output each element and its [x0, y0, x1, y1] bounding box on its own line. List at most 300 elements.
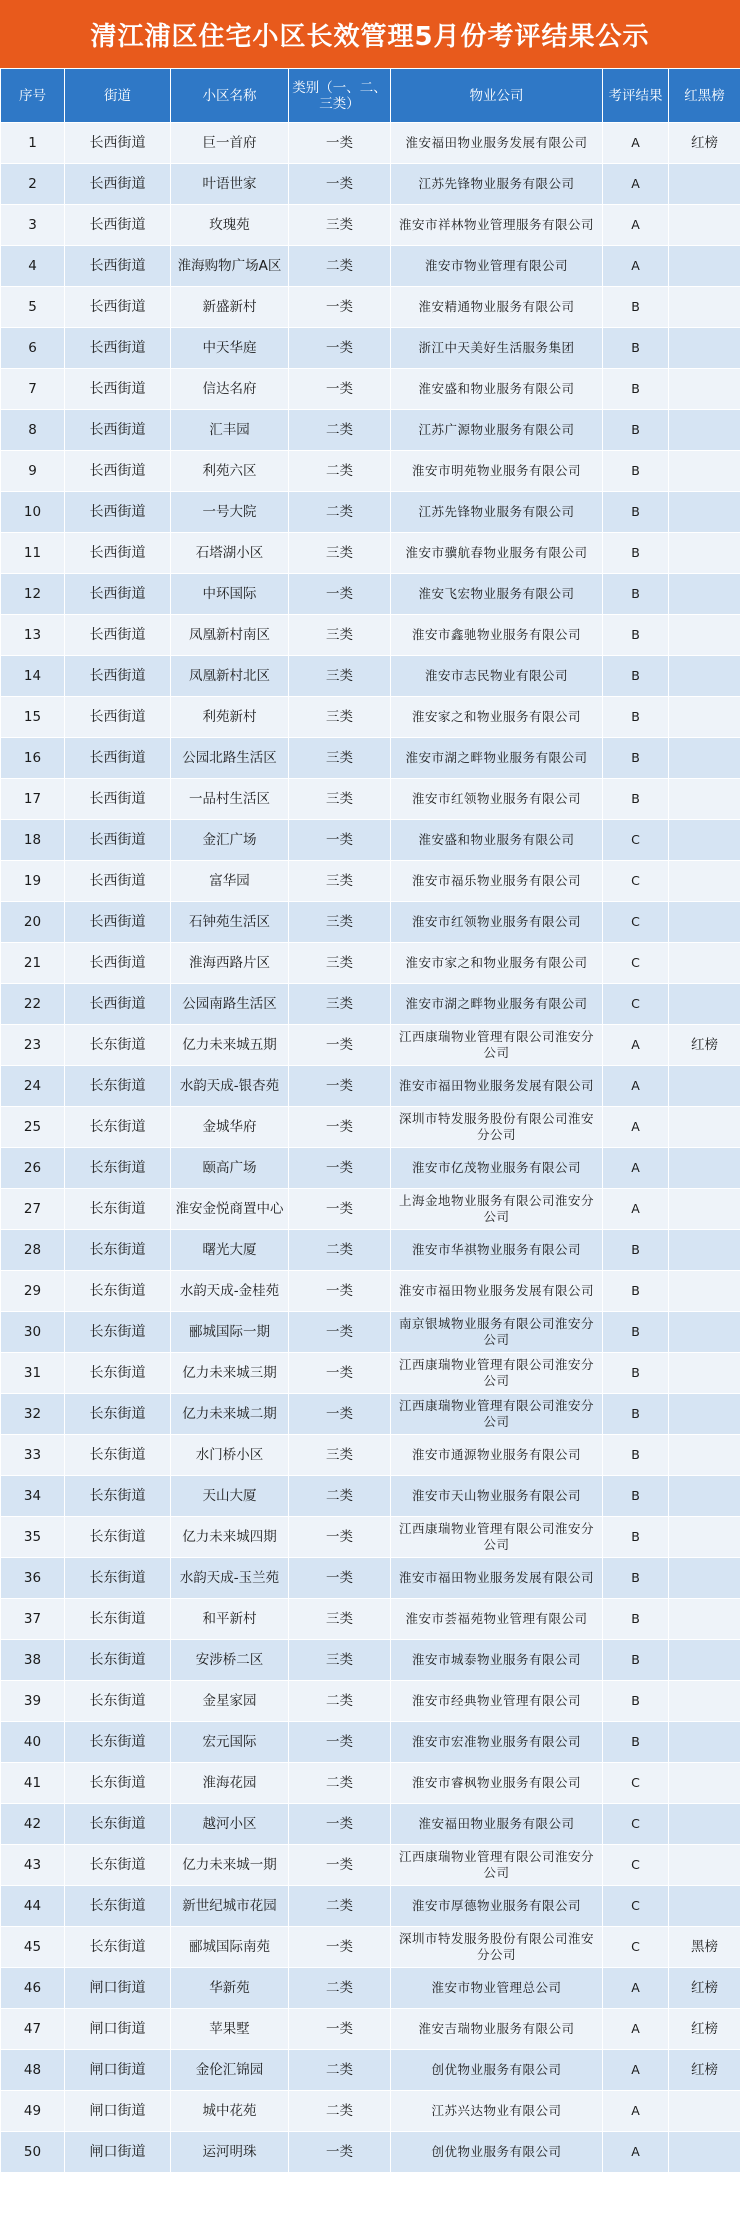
table-row: [1, 1230, 740, 1271]
table-row: [1, 1476, 740, 1517]
cell-grade: B: [603, 1353, 669, 1394]
header-index: 序号: [1, 69, 65, 123]
cell-list: [669, 1148, 740, 1189]
cell-category: 三类: [289, 984, 391, 1025]
cell-list: [669, 738, 740, 779]
cell-list: [669, 369, 740, 410]
cell-list: [669, 1189, 740, 1230]
cell-district: 长西街道: [65, 492, 171, 533]
cell-district: 长西街道: [65, 369, 171, 410]
table-row: [1, 738, 740, 779]
table-row: [1, 246, 740, 287]
cell-company: 淮安吉瑞物业服务有限公司: [391, 2009, 603, 2050]
cell-grade: A: [603, 1968, 669, 2009]
cell-district: 长西街道: [65, 615, 171, 656]
cell-list: [669, 1476, 740, 1517]
cell-grade: A: [603, 2050, 669, 2091]
cell-district: 长东街道: [65, 1804, 171, 1845]
cell-index: 37: [1, 1599, 65, 1640]
cell-community: 亿力未来城二期: [171, 1394, 289, 1435]
cell-community: 和平新村: [171, 1599, 289, 1640]
cell-list: [669, 656, 740, 697]
cell-district: 长东街道: [65, 1271, 171, 1312]
cell-community: 石钟苑生活区: [171, 902, 289, 943]
cell-grade: A: [603, 205, 669, 246]
cell-district: 长西街道: [65, 123, 171, 164]
cell-index: 11: [1, 533, 65, 574]
cell-district: 长东街道: [65, 1148, 171, 1189]
cell-grade: C: [603, 943, 669, 984]
cell-index: 44: [1, 1886, 65, 1927]
cell-grade: B: [603, 738, 669, 779]
table-row: [1, 1845, 740, 1886]
cell-grade: A: [603, 2132, 669, 2173]
cell-category: 一类: [289, 123, 391, 164]
cell-index: 10: [1, 492, 65, 533]
header-row: [1, 69, 740, 123]
cell-company: 江西康瑞物业管理有限公司淮安分公司: [391, 1845, 603, 1886]
table-row: [1, 984, 740, 1025]
cell-list: [669, 1353, 740, 1394]
cell-index: 18: [1, 820, 65, 861]
cell-grade: B: [603, 492, 669, 533]
cell-index: 22: [1, 984, 65, 1025]
cell-grade: B: [603, 369, 669, 410]
cell-category: 三类: [289, 1435, 391, 1476]
cell-index: 23: [1, 1025, 65, 1066]
cell-category: 三类: [289, 205, 391, 246]
cell-list: [669, 1394, 740, 1435]
cell-district: 长西街道: [65, 984, 171, 1025]
cell-list: [669, 1435, 740, 1476]
cell-index: 32: [1, 1394, 65, 1435]
cell-district: 长东街道: [65, 1312, 171, 1353]
cell-community: 叶语世家: [171, 164, 289, 205]
cell-category: 二类: [289, 492, 391, 533]
cell-grade: A: [603, 1025, 669, 1066]
cell-company: 淮安市城泰物业服务有限公司: [391, 1640, 603, 1681]
cell-category: 一类: [289, 2009, 391, 2050]
cell-index: 15: [1, 697, 65, 738]
table-row: [1, 1558, 740, 1599]
cell-grade: A: [603, 2009, 669, 2050]
cell-grade: A: [603, 123, 669, 164]
cell-index: 13: [1, 615, 65, 656]
cell-company: 深圳市特发服务股份有限公司淮安分公司: [391, 1107, 603, 1148]
cell-community: 金汇广场: [171, 820, 289, 861]
table-row: [1, 1640, 740, 1681]
cell-index: 30: [1, 1312, 65, 1353]
cell-list: [669, 1517, 740, 1558]
table-row: [1, 369, 740, 410]
header-district: 街道: [65, 69, 171, 123]
cell-district: 长西街道: [65, 533, 171, 574]
cell-company: 淮安市经典物业管理有限公司: [391, 1681, 603, 1722]
cell-community: 淮安金悦商置中心: [171, 1189, 289, 1230]
cell-list: 红榜: [669, 123, 740, 164]
cell-company: 淮安市福田物业服务发展有限公司: [391, 1558, 603, 1599]
table-row: [1, 1722, 740, 1763]
cell-community: 公园北路生活区: [171, 738, 289, 779]
table-row: [1, 1148, 740, 1189]
cell-list: [669, 1886, 740, 1927]
cell-community: 汇丰园: [171, 410, 289, 451]
cell-community: 凤凰新村北区: [171, 656, 289, 697]
table-row: [1, 1271, 740, 1312]
cell-company: 浙江中天美好生活服务集团: [391, 328, 603, 369]
cell-list: [669, 328, 740, 369]
cell-community: 曙光大厦: [171, 1230, 289, 1271]
cell-grade: B: [603, 287, 669, 328]
cell-list: [669, 1312, 740, 1353]
cell-grade: B: [603, 1517, 669, 1558]
cell-community: 信达名府: [171, 369, 289, 410]
cell-list: [669, 1107, 740, 1148]
cell-district: 闸口街道: [65, 2009, 171, 2050]
cell-company: 淮安盛和物业服务有限公司: [391, 820, 603, 861]
cell-company: 淮安市天山物业服务有限公司: [391, 1476, 603, 1517]
cell-company: 淮安市宏准物业服务有限公司: [391, 1722, 603, 1763]
cell-index: 47: [1, 2009, 65, 2050]
cell-grade: C: [603, 902, 669, 943]
cell-grade: C: [603, 820, 669, 861]
cell-category: 二类: [289, 410, 391, 451]
cell-district: 闸口街道: [65, 2091, 171, 2132]
cell-list: [669, 820, 740, 861]
header-grade: 考评结果: [603, 69, 669, 123]
cell-index: 7: [1, 369, 65, 410]
cell-list: [669, 984, 740, 1025]
cell-community: 新盛新村: [171, 287, 289, 328]
cell-district: 长西街道: [65, 451, 171, 492]
cell-index: 33: [1, 1435, 65, 1476]
cell-district: 长东街道: [65, 1476, 171, 1517]
cell-district: 长西街道: [65, 861, 171, 902]
cell-district: 长东街道: [65, 1025, 171, 1066]
cell-district: 长西街道: [65, 697, 171, 738]
cell-grade: B: [603, 779, 669, 820]
cell-company: 淮安市物业管理总公司: [391, 1968, 603, 2009]
cell-community: 水韵天成-银杏苑: [171, 1066, 289, 1107]
cell-index: 6: [1, 328, 65, 369]
table-row: [1, 1394, 740, 1435]
cell-company: 淮安市志民物业有限公司: [391, 656, 603, 697]
cell-company: 淮安市福田物业服务发展有限公司: [391, 1271, 603, 1312]
cell-company: 南京银城物业服务有限公司淮安分公司: [391, 1312, 603, 1353]
cell-list: [669, 1640, 740, 1681]
cell-category: 一类: [289, 369, 391, 410]
cell-index: 42: [1, 1804, 65, 1845]
table-row: [1, 943, 740, 984]
cell-category: 一类: [289, 1271, 391, 1312]
cell-community: 亿力未来城四期: [171, 1517, 289, 1558]
cell-category: 三类: [289, 656, 391, 697]
cell-category: 一类: [289, 1558, 391, 1599]
table-row: [1, 533, 740, 574]
table-row: [1, 1435, 740, 1476]
cell-community: 石塔湖小区: [171, 533, 289, 574]
cell-community: 一号大院: [171, 492, 289, 533]
cell-index: 24: [1, 1066, 65, 1107]
table-row: [1, 1189, 740, 1230]
cell-community: 巨一首府: [171, 123, 289, 164]
cell-category: 三类: [289, 902, 391, 943]
cell-category: 二类: [289, 1968, 391, 2009]
cell-community: 宏元国际: [171, 1722, 289, 1763]
header-red-black-list: 红黑榜: [669, 69, 740, 123]
cell-company: 淮安市福田物业服务发展有限公司: [391, 1066, 603, 1107]
cell-company: 淮安市明苑物业服务有限公司: [391, 451, 603, 492]
cell-community: 凤凰新村南区: [171, 615, 289, 656]
cell-company: 淮安市通源物业服务有限公司: [391, 1435, 603, 1476]
cell-community: 亿力未来城三期: [171, 1353, 289, 1394]
cell-community: 中环国际: [171, 574, 289, 615]
cell-category: 一类: [289, 1066, 391, 1107]
cell-community: 利苑新村: [171, 697, 289, 738]
cell-company: 江西康瑞物业管理有限公司淮安分公司: [391, 1353, 603, 1394]
header-community: 小区名称: [171, 69, 289, 123]
cell-grade: B: [603, 656, 669, 697]
cell-district: 长东街道: [65, 1189, 171, 1230]
cell-district: 长东街道: [65, 1435, 171, 1476]
cell-category: 一类: [289, 1722, 391, 1763]
cell-district: 长东街道: [65, 1927, 171, 1968]
cell-index: 8: [1, 410, 65, 451]
cell-index: 45: [1, 1927, 65, 1968]
cell-index: 3: [1, 205, 65, 246]
cell-district: 闸口街道: [65, 2050, 171, 2091]
cell-district: 长东街道: [65, 1107, 171, 1148]
table-row: [1, 1804, 740, 1845]
cell-grade: B: [603, 1558, 669, 1599]
cell-community: 淮海购物广场A区: [171, 246, 289, 287]
table-row: [1, 2050, 740, 2091]
cell-category: 三类: [289, 1640, 391, 1681]
cell-index: 25: [1, 1107, 65, 1148]
table-row: [1, 123, 740, 164]
cell-list: 红榜: [669, 2009, 740, 2050]
cell-grade: B: [603, 451, 669, 492]
cell-district: 长东街道: [65, 1517, 171, 1558]
cell-company: 淮安盛和物业服务有限公司: [391, 369, 603, 410]
cell-community: 中天华庭: [171, 328, 289, 369]
page-title: 清江浦区住宅小区长效管理5月份考评结果公示: [0, 0, 740, 68]
cell-company: 江西康瑞物业管理有限公司淮安分公司: [391, 1394, 603, 1435]
cell-index: 9: [1, 451, 65, 492]
cell-district: 长西街道: [65, 410, 171, 451]
table-row: [1, 164, 740, 205]
cell-company: 淮安福田物业服务有限公司: [391, 1804, 603, 1845]
cell-community: 颐高广场: [171, 1148, 289, 1189]
cell-company: 淮安市荟福苑物业管理有限公司: [391, 1599, 603, 1640]
cell-company: 淮安市湖之畔物业服务有限公司: [391, 984, 603, 1025]
cell-grade: A: [603, 1189, 669, 1230]
cell-list: [669, 615, 740, 656]
cell-company: 淮安福田物业服务发展有限公司: [391, 123, 603, 164]
cell-index: 48: [1, 2050, 65, 2091]
cell-category: 三类: [289, 533, 391, 574]
table-row: [1, 1968, 740, 2009]
cell-community: 城中花苑: [171, 2091, 289, 2132]
cell-list: [669, 902, 740, 943]
cell-grade: B: [603, 1271, 669, 1312]
cell-index: 40: [1, 1722, 65, 1763]
cell-community: 金伦汇锦园: [171, 2050, 289, 2091]
cell-grade: B: [603, 1681, 669, 1722]
table-row: [1, 1025, 740, 1066]
cell-grade: B: [603, 615, 669, 656]
cell-index: 4: [1, 246, 65, 287]
cell-community: 利苑六区: [171, 451, 289, 492]
cell-grade: A: [603, 164, 669, 205]
cell-grade: B: [603, 1312, 669, 1353]
cell-grade: B: [603, 1599, 669, 1640]
cell-category: 三类: [289, 697, 391, 738]
cell-district: 长东街道: [65, 1640, 171, 1681]
cell-category: 一类: [289, 574, 391, 615]
cell-category: 一类: [289, 328, 391, 369]
cell-index: 36: [1, 1558, 65, 1599]
cell-list: [669, 451, 740, 492]
table-row: [1, 2009, 740, 2050]
cell-community: 亿力未来城五期: [171, 1025, 289, 1066]
cell-category: 二类: [289, 246, 391, 287]
cell-district: 长东街道: [65, 1722, 171, 1763]
cell-list: [669, 410, 740, 451]
cell-index: 2: [1, 164, 65, 205]
cell-company: 淮安精通物业服务有限公司: [391, 287, 603, 328]
header-category: 类别（一、二、三类）: [289, 69, 391, 123]
cell-company: 淮安市家之和物业服务有限公司: [391, 943, 603, 984]
cell-index: 35: [1, 1517, 65, 1558]
cell-community: 富华园: [171, 861, 289, 902]
cell-index: 29: [1, 1271, 65, 1312]
cell-category: 一类: [289, 164, 391, 205]
table-row: [1, 2091, 740, 2132]
cell-district: 长西街道: [65, 943, 171, 984]
table-row: [1, 1066, 740, 1107]
cell-district: 长东街道: [65, 1599, 171, 1640]
cell-grade: B: [603, 1435, 669, 1476]
table-row: [1, 1886, 740, 1927]
table-row: [1, 2132, 740, 2173]
cell-list: [669, 1681, 740, 1722]
table-row: [1, 1927, 740, 1968]
cell-grade: B: [603, 697, 669, 738]
table-row: [1, 902, 740, 943]
cell-company: 江苏先锋物业服务有限公司: [391, 164, 603, 205]
cell-category: 三类: [289, 861, 391, 902]
cell-index: 1: [1, 123, 65, 164]
cell-community: 新世纪城市花园: [171, 1886, 289, 1927]
cell-category: 一类: [289, 1189, 391, 1230]
cell-list: [669, 861, 740, 902]
table-row: [1, 1517, 740, 1558]
cell-community: 亿力未来城一期: [171, 1845, 289, 1886]
cell-index: 43: [1, 1845, 65, 1886]
cell-company: 淮安市骥航春物业服务有限公司: [391, 533, 603, 574]
cell-category: 三类: [289, 615, 391, 656]
cell-grade: B: [603, 574, 669, 615]
cell-grade: C: [603, 984, 669, 1025]
cell-list: [669, 1804, 740, 1845]
cell-list: 红榜: [669, 1968, 740, 2009]
cell-district: 长东街道: [65, 1681, 171, 1722]
cell-list: [669, 164, 740, 205]
cell-company: 淮安市睿枫物业服务有限公司: [391, 1763, 603, 1804]
cell-community: 水韵天成-玉兰苑: [171, 1558, 289, 1599]
cell-district: 长东街道: [65, 1763, 171, 1804]
cell-list: [669, 1558, 740, 1599]
cell-grade: A: [603, 2091, 669, 2132]
cell-grade: C: [603, 1845, 669, 1886]
cell-company: 上海金地物业服务有限公司淮安分公司: [391, 1189, 603, 1230]
cell-index: 38: [1, 1640, 65, 1681]
cell-district: 闸口街道: [65, 1968, 171, 2009]
cell-district: 长西街道: [65, 164, 171, 205]
cell-grade: C: [603, 861, 669, 902]
cell-community: 金城华府: [171, 1107, 289, 1148]
cell-district: 长西街道: [65, 328, 171, 369]
cell-list: [669, 2132, 740, 2173]
cell-list: 红榜: [669, 1025, 740, 1066]
cell-grade: B: [603, 410, 669, 451]
table-row: [1, 1107, 740, 1148]
cell-index: 21: [1, 943, 65, 984]
cell-index: 26: [1, 1148, 65, 1189]
cell-index: 39: [1, 1681, 65, 1722]
cell-community: 水门桥小区: [171, 1435, 289, 1476]
cell-community: 水韵天成-金桂苑: [171, 1271, 289, 1312]
table-row: [1, 410, 740, 451]
cell-company: 淮安市祥林物业管理服务有限公司: [391, 205, 603, 246]
cell-community: 运河明珠: [171, 2132, 289, 2173]
cell-index: 17: [1, 779, 65, 820]
cell-district: 长东街道: [65, 1230, 171, 1271]
cell-category: 一类: [289, 820, 391, 861]
cell-list: [669, 1722, 740, 1763]
cell-company: 深圳市特发服务股份有限公司淮安分公司: [391, 1927, 603, 1968]
cell-index: 31: [1, 1353, 65, 1394]
cell-list: [669, 2091, 740, 2132]
cell-category: 二类: [289, 451, 391, 492]
cell-grade: B: [603, 328, 669, 369]
header-property-company: 物业公司: [391, 69, 603, 123]
cell-index: 27: [1, 1189, 65, 1230]
cell-company: 淮安家之和物业服务有限公司: [391, 697, 603, 738]
cell-company: 江西康瑞物业管理有限公司淮安分公司: [391, 1517, 603, 1558]
cell-category: 一类: [289, 1312, 391, 1353]
cell-index: 20: [1, 902, 65, 943]
cell-list: [669, 1271, 740, 1312]
cell-list: [669, 779, 740, 820]
cell-community: 天山大厦: [171, 1476, 289, 1517]
cell-community: 越河小区: [171, 1804, 289, 1845]
cell-company: 淮安市湖之畔物业服务有限公司: [391, 738, 603, 779]
cell-company: 淮安市红领物业服务有限公司: [391, 779, 603, 820]
cell-category: 二类: [289, 1763, 391, 1804]
cell-category: 一类: [289, 1845, 391, 1886]
cell-list: [669, 246, 740, 287]
cell-list: 黑榜: [669, 1927, 740, 1968]
cell-district: 长东街道: [65, 1558, 171, 1599]
cell-index: 19: [1, 861, 65, 902]
cell-community: 金星家园: [171, 1681, 289, 1722]
table-row: [1, 492, 740, 533]
cell-list: [669, 205, 740, 246]
cell-company: 创优物业服务有限公司: [391, 2050, 603, 2091]
cell-list: [669, 574, 740, 615]
